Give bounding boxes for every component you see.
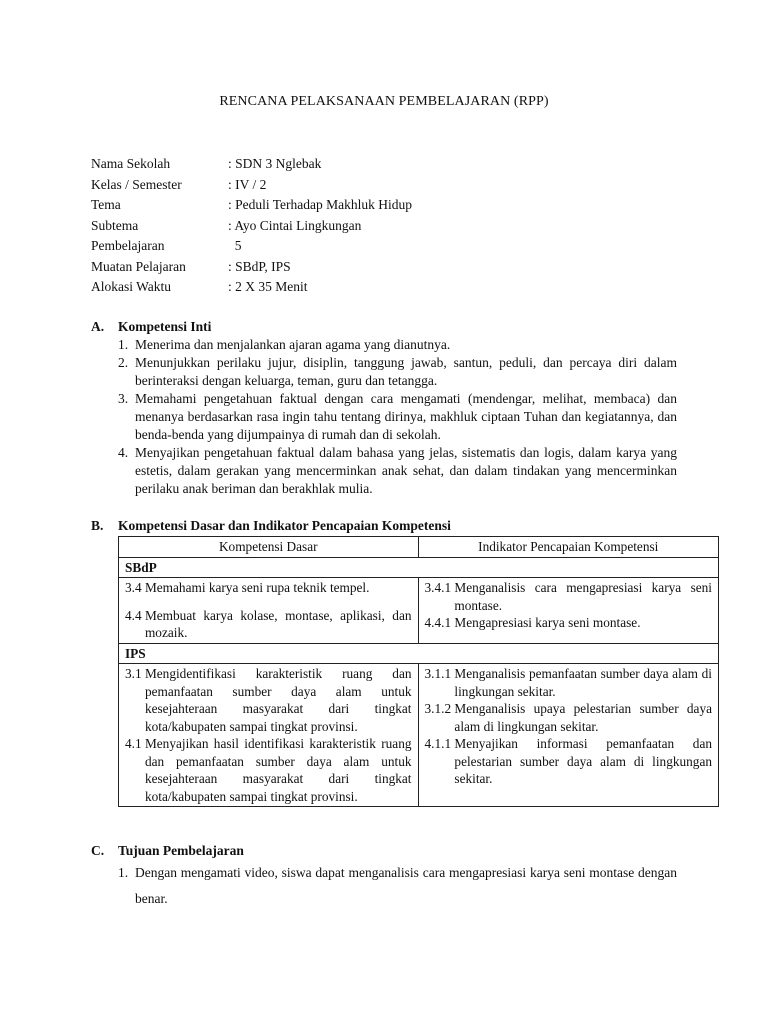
list-item — [118, 354, 677, 390]
entry-text: Menganalisis cara mengapresiasi karya seni montase. — [454, 580, 712, 613]
tujuan-list — [91, 860, 677, 912]
item-number: 2. — [118, 355, 129, 370]
section-letter: C. — [91, 843, 105, 858]
entry-number: 4.4.1 — [424, 615, 455, 630]
meta-value: : SDN 3 Nglebak — [228, 156, 322, 171]
section-kompetensi-inti — [91, 318, 677, 498]
kd-cell — [119, 664, 419, 807]
meta-value: : IV / 2 — [228, 176, 267, 192]
list-item — [118, 336, 677, 354]
column-header: Indikator Pencapaian Kompetensi — [418, 537, 719, 558]
section-title: Kompetensi Dasar dan Indikator Pencapaian Kompetensi — [118, 518, 451, 533]
ipk-entry — [425, 579, 713, 614]
meta-label: Kelas / Semester — [91, 176, 182, 192]
column-header: Kompetensi Dasar — [119, 537, 419, 558]
meta-value: : Ayo Cintai Lingkungan — [228, 217, 362, 233]
meta-value: : Peduli Terhadap Makhluk Hidup — [228, 197, 413, 212]
meta-row — [91, 195, 691, 216]
entry-number: 3.1.1 — [424, 666, 455, 681]
group-row — [119, 557, 719, 578]
section-heading — [91, 842, 677, 860]
entry-text: Mengapresiasi karya seni montase. — [454, 615, 641, 630]
section-title: Kompetensi Inti — [118, 319, 212, 334]
entry-text: Menganalisis pemanfaatan sumber daya alam di lingkungan sekitar. — [454, 666, 712, 699]
ipk-entry — [425, 614, 713, 632]
section-tujuan-pembelajaran — [91, 842, 677, 912]
kd-entry — [125, 607, 412, 642]
meta-row — [91, 175, 691, 196]
ipk-entry — [425, 735, 713, 788]
section-heading — [91, 517, 677, 535]
meta-row — [91, 216, 691, 237]
table-row — [119, 664, 719, 807]
meta-label: Alokasi Waktu — [91, 279, 172, 294]
entry-text: Menyajikan informasi pemanfaatan dan pelestarian sumber daya alam di lingkungan sekitar. — [454, 736, 712, 786]
entry-text: Menyajikan hasil identifikasi karakteristik ruang dan pemanfaatan sumber daya alam untuk kesejahteraan masyarakat dari tingkat kota/kabupaten sampai tingkat provinsi. — [144, 736, 412, 804]
meta-value: : SBdP, IPS — [228, 258, 291, 274]
entry-number: 3.1 — [125, 666, 145, 681]
ipk-entry — [425, 665, 713, 700]
group-label: IPS — [119, 643, 719, 664]
group-label: SBdP — [119, 557, 719, 578]
list-item — [118, 390, 677, 444]
entry-number: 3.4 — [125, 580, 145, 595]
entry-number: 4.1.1 — [424, 736, 455, 751]
meta-value: 5 — [228, 238, 242, 253]
list-item — [118, 860, 677, 912]
section-kompetensi-dasar — [91, 517, 677, 535]
kd-entry — [125, 665, 412, 735]
list-item — [118, 444, 677, 498]
ipk-cell — [418, 664, 719, 807]
kd-entry — [125, 579, 412, 597]
meta-value: : 2 X 35 Menit — [228, 279, 308, 294]
section-heading — [91, 318, 677, 336]
section-letter: A. — [91, 319, 105, 334]
meta-label: Tema — [91, 197, 121, 212]
item-number: 1. — [118, 337, 129, 352]
meta-row — [91, 236, 691, 257]
group-row — [119, 643, 719, 664]
meta-row — [91, 257, 691, 278]
item-number: 1. — [118, 865, 129, 880]
meta-row — [91, 277, 691, 298]
document-title: RENCANA PELAKSANAAN PEMBELAJARAN (RPP) — [219, 94, 549, 109]
item-number: 4. — [118, 445, 129, 460]
competency-table — [118, 536, 719, 807]
ipk-cell — [418, 578, 719, 644]
table-header-row — [119, 537, 719, 558]
meta-label: Pembelajaran — [91, 238, 165, 253]
entry-number: 4.4 — [125, 607, 145, 623]
ipk-entry — [425, 700, 713, 735]
entry-number: 4.1 — [125, 736, 145, 751]
item-text: Menerima dan menjalankan ajaran agama yang dianutnya. — [135, 337, 451, 352]
item-text: Menyajikan pengetahuan faktual dalam bahasa yang jelas, sistematis dan logis, dalam karya yang estetis, dalam gerakan yang mencerminkan anak sehat, dan dalam tindakan yang mencerminkan perilaku anak beriman dan berakhlak mulia. — [135, 445, 677, 496]
item-text: Memahami pengetahuan faktual dengan cara mengamati (mendengar, melihat, membaca) dan menanya berdasarkan rasa ingin tahu tentang dirinya, makhluk ciptaan Tuhan dan kegiatannya, dan benda-benda yang dijumpainya di rumah dan di sekolah. — [135, 391, 677, 442]
entry-text: Menganalisis upaya pelestarian sumber daya alam di lingkungan sekitar. — [454, 701, 712, 734]
section-letter: B. — [91, 518, 104, 533]
meta-label: Muatan Pelajaran — [91, 258, 186, 274]
entry-text: Memahami karya seni rupa teknik tempel. — [144, 580, 370, 595]
meta-label: Nama Sekolah — [91, 156, 171, 171]
entry-text: Membuat karya kolase, montase, aplikasi, dan mozaik. — [144, 607, 412, 640]
section-title: Tujuan Pembelajaran — [118, 843, 244, 858]
meta-label: Subtema — [91, 217, 139, 233]
entry-text: Mengidentifikasi karakteristik ruang dan pemanfaatan sumber daya alam untuk kesejahteraan masyarakat dari tingkat kota/kabupaten sampai tingkat provinsi. — [144, 666, 412, 734]
identity-block — [91, 154, 691, 298]
entry-number: 3.4.1 — [424, 580, 455, 595]
kd-entry — [125, 735, 412, 805]
item-text: Menunjukkan perilaku jujur, disiplin, tanggung jawab, santun, peduli, dan percaya diri dalam berinteraksi dengan keluarga, teman, guru dan tetangga. — [135, 355, 677, 388]
entry-number: 3.1.2 — [424, 701, 455, 716]
table-row — [119, 578, 719, 644]
item-number: 3. — [118, 391, 129, 406]
kd-cell — [119, 578, 419, 644]
meta-row — [91, 154, 691, 175]
item-text: Dengan mengamati video, siswa dapat menganalisis cara mengapresiasi karya seni montase dengan benar. — [135, 865, 677, 906]
ki-list — [91, 336, 677, 498]
